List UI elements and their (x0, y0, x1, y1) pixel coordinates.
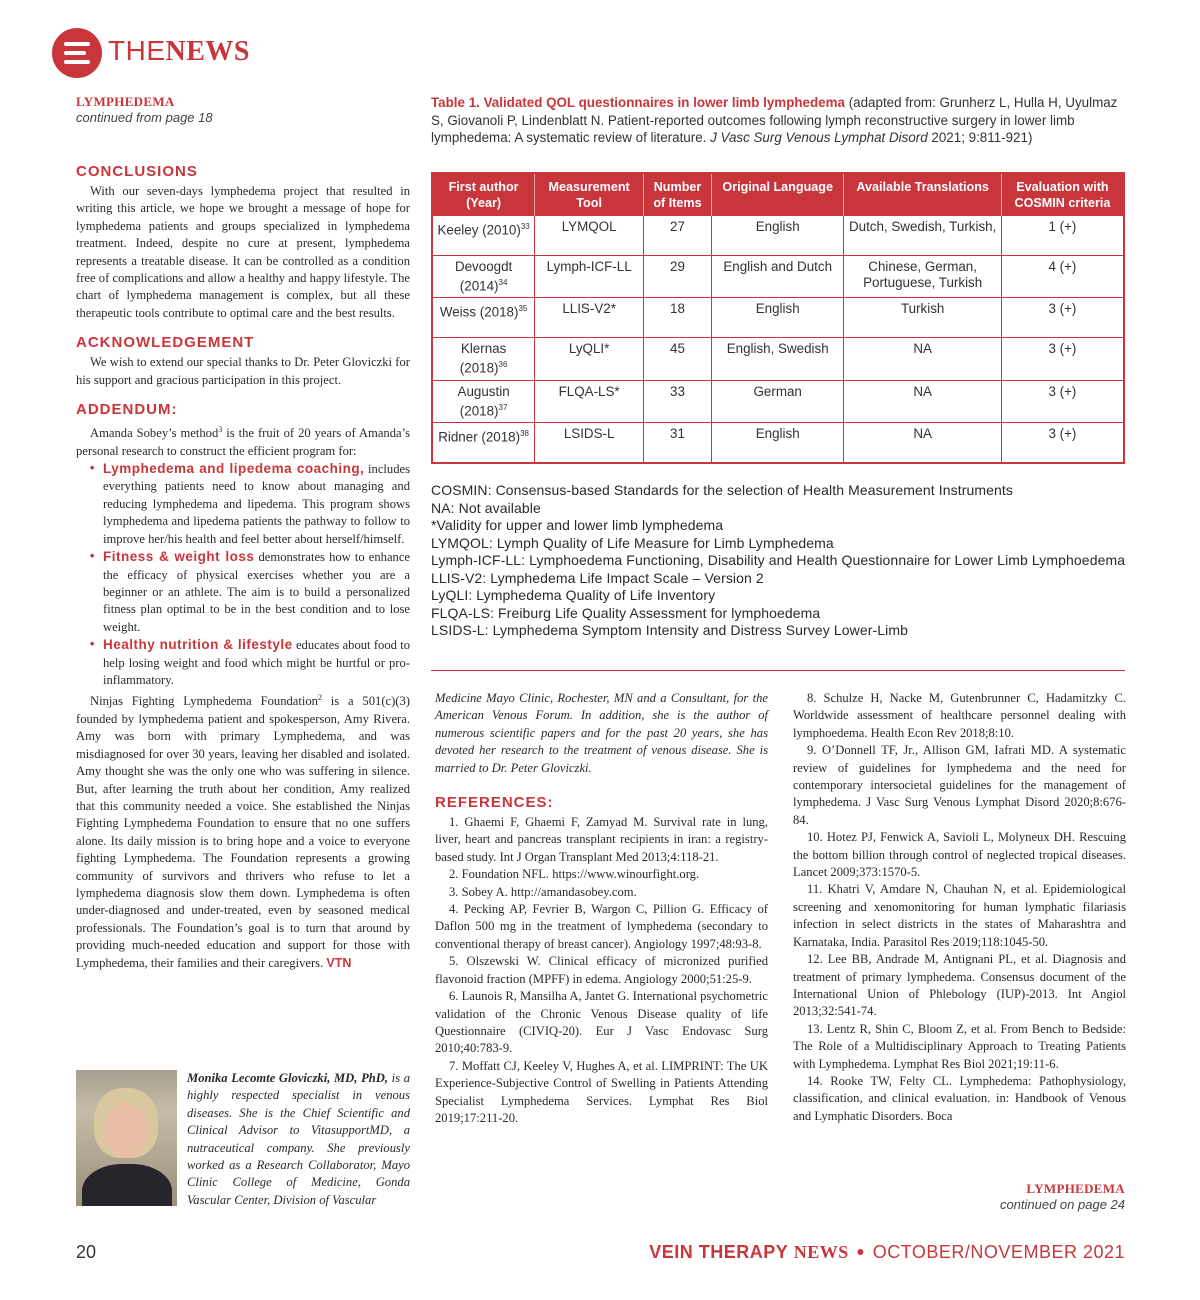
language-cell: English (711, 298, 843, 338)
reference-item: 4. Pecking AP, Fevrier B, Wargon C, Pillion G. Efficacy of Daflon 500 mg in the treatment of lymphedema (secondary to conventional therapy of breast cancer). Angiology 1997;48:93-8. (435, 902, 768, 951)
author-cell: Augustin $(2018)^{37}$ (432, 380, 535, 422)
table-header-row (432, 173, 1124, 216)
addendum-intro: Amanda Sobey’s method$^3$ is the fruit of 20 years of Amanda’s personal research to construct the efficient program for: (76, 425, 410, 458)
middle-column (435, 690, 768, 1127)
section-kicker: LYMPHEDEMA (76, 94, 175, 109)
continued-on: continued on page 24 (999, 1197, 1125, 1212)
table-row (432, 380, 1124, 422)
tool-cell: LYMQOL (535, 216, 644, 256)
section-kicker: LYMPHEDEMA (1026, 1181, 1125, 1196)
table-row (432, 298, 1124, 338)
reference-item: 12. Lee BB, Andrade M, Antignani PL, et al. Diagnosis and treatment of primary lymphedema. Consensus document of the International Union of Phlebology (IUP)-2013. Int Angiol 2013;32:541-74. (793, 952, 1126, 1019)
author-cell: Keeley $(2010)^{33}$ (432, 216, 535, 256)
acknowledgement-text: We wish to extend our special thanks to Dr. Peter Gloviczki for his support and gracious participation in this project. (76, 355, 410, 387)
reference-item: 5. Olszewski W. Clinical efficacy of micronized purified flavonoid fraction (MPFF) in edema. Angiology 2000;51:25-9. (435, 954, 768, 986)
translations-cell: Dutch, Swedish, Turkish, (844, 216, 1001, 256)
abbreviation-line: LYMQOL: Lymph Quality of Life Measure for Limb Lymphedema (431, 534, 834, 551)
table-abbreviations (431, 482, 1131, 640)
cosmin-cell: 3 (+) (1001, 298, 1124, 338)
items-cell: 29 (644, 256, 712, 298)
items-cell: 31 (644, 423, 712, 463)
column-header: Number of Items (644, 173, 712, 216)
cosmin-cell: 3 (+) (1001, 423, 1124, 463)
page-number: 20 (76, 1242, 97, 1262)
abbreviation-line: Lymph-ICF-LL: Lymphoedema Functioning, Disability and Health Questionnaire for Lower Limb Lymphoedema (431, 552, 1126, 568)
cosmin-cell: 4 (+) (1001, 256, 1124, 298)
reference-item: 8. Schulze H, Nacke M, Gutenbrunner C, Hadamitzky C. Worldwide assessment of healthcare personnel dealing with lymphoedema. Health Econ Rev 2018;8:10. (793, 691, 1126, 740)
bullet-dot-icon: ● (856, 1243, 866, 1259)
abbreviation-line: LLIS-V2: Lymphedema Life Impact Scale – Version 2 (431, 569, 764, 586)
translations-cell: NA (844, 338, 1001, 380)
author-cell: Ridner $(2018)^{38}$ (432, 423, 535, 463)
tool-cell: FLQA-LS* (535, 380, 644, 422)
list-item: • Fitness & weight loss demonstrates how to enhance the efficacy of physical exercises whether you are a beginner or an athlete. The aim is to build a personalized fitness plan optimal to be in the best condition and to lose weight. (103, 548, 410, 636)
cosmin-cell: 1 (+) (1001, 216, 1124, 256)
list-item: • Lymphedema and lipedema coaching, includes everything patients need to know about managing and reducing lymphedema and lipedema. This program shows lymphedema and lipedema patients the pathway to follow to improve her/his health and feel better about herself/himself. (103, 460, 410, 548)
reference-item: 3. Sobey A. http://amandasobey.com. (449, 884, 637, 899)
column-header: Evaluation with COSMIN criteria (1001, 173, 1124, 216)
table-row (432, 256, 1124, 298)
table-caption: Table 1. Validated QOL questionnaires in lower limb lymphedema (adapted from: Grunherz L, Hulla H, Uyulmaz S, Giovanoli P, Lindenblatt N. Patient-reported outcomes following lymph reconstructive surgery in lower limb lymphedema: A systematic review of literature. J Vasc Surg Venous Lymphat Disord 2021; 9:811-921) (431, 95, 1118, 145)
tool-cell: LSIDS-L (535, 423, 644, 463)
list-item: • Healthy nutrition & lifestyle educates about food to help losing weight and food which might be hurtful or pro-inflammatory. (103, 636, 410, 689)
author-photo (76, 1070, 177, 1206)
items-cell: 18 (644, 298, 712, 338)
author-cell: Klernas $(2018)^{36}$ (432, 338, 535, 380)
reference-item: 9. O’Donnell TF, Jr., Allison GM, Iafrati MD. A systematic review of guidelines for lymphedema and the need for contemporary intersocietal guidelines for the management of lymphedema. J Vasc Surg Venous Lymphat Disord 2020;8:676-84. (793, 743, 1126, 827)
conclusions-text: With our seven-days lymphedema project that resulted in writing this article, we hope we brought a message of hope for lymphedema patients and groups specialized in lymphedema treatment. Indeed, despite no cure at present, lymphedema represents a treatable disease. It can be controlled as a condition free of complications and allow a healthy and happy lifestyle. The chart of lymphedema management is complex, but all these therapeutic tools contribute to optimal care and the best results. (76, 184, 410, 320)
items-cell: 45 (644, 338, 712, 380)
items-cell: 33 (644, 380, 712, 422)
reference-item: 7. Moffatt CJ, Keeley V, Hughes A, et al. LIMPRINT: The UK Experience-Subjective Control of Swelling in Patients Attending Specialist Lymphedema Services. Lymphat Res Biol 2019;17:211-20. (435, 1058, 768, 1125)
section-divider (431, 670, 1125, 671)
items-cell: 27 (644, 216, 712, 256)
abbreviation-line: NA: Not available (431, 499, 541, 516)
reference-item: 13. Lentz R, Shin C, Bloom Z, et al. From Bench to Bedside: The Role of a Multidisciplinary Approach to Treating Patients with Lymphedema. Lymphat Res Biol 2021;19:11-6. (793, 1021, 1126, 1071)
reference-item: 14. Rooke TW, Felty CL. Lymphedema: Pathophysiology, classification, and clinical evaluation. in: Handbook of Venous and Lymphatic Disorders. Boca (793, 1073, 1126, 1123)
translations-cell: Chinese, German, Portuguese, Turkish (844, 256, 1001, 298)
column-header: Measurement Tool (535, 173, 644, 216)
news-logo-icon (52, 28, 102, 78)
column-header: First author (Year) (432, 173, 535, 216)
table-row (432, 216, 1124, 256)
references-heading: REFERENCES: (435, 794, 554, 812)
language-cell: English and Dutch (711, 256, 843, 298)
tool-cell: Lymph-ICF-LL (535, 256, 644, 298)
cosmin-cell: 3 (+) (1001, 338, 1124, 380)
acknowledgement-heading: ACKNOWLEDGEMENT (76, 334, 255, 352)
author-cell: Weiss $(2018)^{35}$ (432, 298, 535, 338)
column-header: Original Language (711, 173, 843, 216)
language-cell: German (711, 380, 843, 422)
abbreviation-line: COSMIN: Consensus-based Standards for the selection of Health Measurement Instruments (431, 482, 1013, 498)
conclusions-heading: CONCLUSIONS (76, 163, 198, 180)
cosmin-cell: 3 (+) (1001, 380, 1124, 422)
translations-cell: Turkish (844, 298, 1001, 338)
abbreviation-line: LSIDS-L: Lymphedema Symptom Intensity and Distress Survey Lower-Limb (431, 622, 909, 638)
ninjas-foundation-text: Ninjas Fighting Lymphedema Foundation$^2$ is a 501(c)(3) founded by lymphedema patient and spokesperson, Amy Rivera. Amy was born with primary Lymphedema, and was misdiagnosed for over 30 years, leaving her disabled and isolated. Amy thought she was the only one who was suffering in silence. But, after learning the truth about her condition, Amy realized that this community needed a voice. She established the Ninjas Fighting Lymphedema Foundation to ensure that no one suffers alone. Its daily mission is to bring hope and a voice to everyone fighting Lymphedema. The Foundation represents a growing community of survivors and thrivers who refuse to let a lymphedema diagnosis slow them down. Lymphedema is often under-diagnosed and under-treated, even by seasoned medical professionals. The Foundation’s goal is to turn that around by providing much-needed education and support for those with Lymphedema, their families and their caregivers. VTN (76, 693, 410, 970)
abbreviation-line: *Validity for upper and lower limb lymphedema (431, 517, 724, 533)
author-bio-continued: Medicine Mayo Clinic, Rochester, MN and a Consultant, for the American Venous Forum. In addition, she is the author of numerous scientific papers and for the past 20 years, she has devoted her research to the treatment of venous disease. She is married to Dr. Peter Gloviczki. (435, 691, 768, 775)
qol-questionnaire-table (431, 172, 1125, 464)
vtn-end-mark: VTN (326, 955, 352, 970)
reference-item: 6. Launois R, Mansilha A, Jantet G. International psychometric validation of the Chronic Venous Disease quality of life Questionnaire (CIVIQ-20). Eur J Vasc Endovasc Surg 2010;40:783-9. (435, 989, 768, 1056)
left-column (76, 94, 410, 972)
author-bio: Monika Lecomte Gloviczki, MD, PhD, is a highly respected specialist in venous diseases. She is the Chief Scientific and Clinical Advisor to VitasupportMD, a nutraceutical company. She previously worked as a Research Collaborator, Mayo Clinic College of Medicine, Gonda Vascular Center, Division of Vascular (187, 1071, 410, 1207)
language-cell: English (711, 216, 843, 256)
tool-cell: LyQLI* (535, 338, 644, 380)
right-column (793, 690, 1126, 1125)
abbreviation-line: FLQA-LS: Freiburg Life Quality Assessment for lymphoedema (431, 604, 821, 621)
author-cell: Devoogdt $(2014)^{34}$ (432, 256, 535, 298)
table-row (432, 338, 1124, 380)
tool-cell: LLIS-V2* (535, 298, 644, 338)
translations-cell: NA (844, 423, 1001, 463)
language-cell: English, Swedish (711, 338, 843, 380)
language-cell: English (711, 423, 843, 463)
column-header: Available Translations (844, 173, 1001, 216)
translations-cell: NA (844, 380, 1001, 422)
addendum-heading: ADDENDUM: (76, 401, 178, 419)
reference-item: 11. Khatri V, Amdare N, Chauhan N, et al. Epidemiological screening and xenomonitoring for human lymphatic filariasis infection in select districts in the states of Maharashtra and Karnataka, India. Parasitol Res 2019;118:1045-50. (793, 882, 1126, 949)
continued-from: continued from page 18 (76, 110, 213, 125)
program-list (76, 460, 410, 689)
table-row (432, 423, 1124, 463)
reference-item: 1. Ghaemi F, Ghaemi F, Zamyad M. Survival rate in lung, liver, heart and pancreas transplant recipients in iran: a registry-based study. Int J Organ Transplant Med 2013;4:118-21. (435, 815, 768, 864)
publication-footer: VEIN THERAPY NEWS ● OCTOBER/NOVEMBER 2021 (649, 1242, 1125, 1262)
continued-on-block (900, 1181, 1125, 1212)
reference-item: 10. Hotez PJ, Fenwick A, Savioli L, Molyneux DH. Rescuing the bottom billion through control of neglected tropical diseases. Lancet 2009;373:1570-5. (793, 830, 1126, 880)
abbreviation-line: LyQLI: Lymphedema Quality of Life Inventory (431, 587, 716, 603)
masthead: THENEWS (108, 35, 250, 67)
reference-item: 2. Foundation NFL. https://www.winourfight.org. (449, 867, 700, 882)
